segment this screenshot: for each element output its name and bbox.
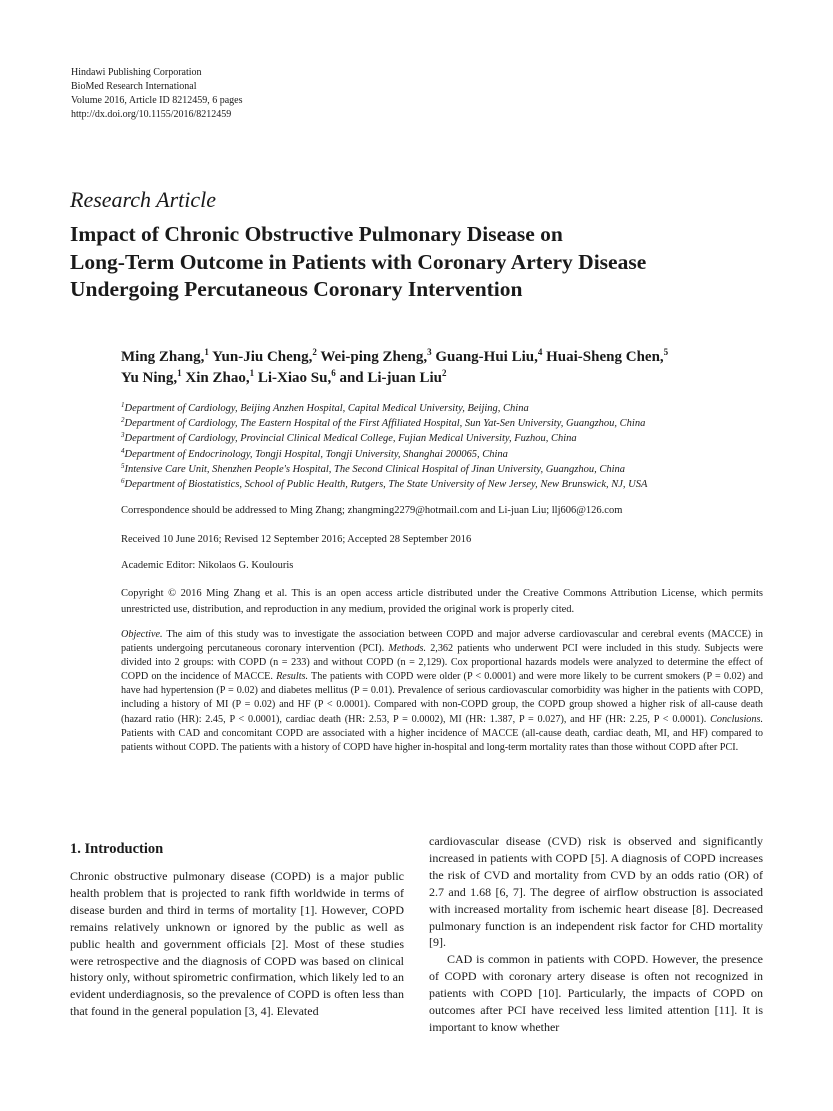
author-affil-sup: 2 <box>312 347 317 357</box>
affiliation-number: 3 <box>121 431 125 440</box>
copyright-notice: Copyright © 2016 Ming Zhang et al. This is an open access article distributed under the Creative Commons Attribution License, which permits unrestricted use, distribution, and reproduction in any medium, provided the original work is properly cited. <box>121 588 763 615</box>
affiliation-number: 2 <box>121 416 125 425</box>
affiliation-text: Department of Cardiology, The Eastern Hospital of the First Affiliated Hospital, Sun Yat-Sen University, Guangzhou, China <box>124 418 646 430</box>
abstract-results-label: Results. <box>276 671 309 683</box>
title-line-2: Long-Term Outcome in Patients with Coronary Artery Disease <box>70 249 647 274</box>
affiliation-text: Intensive Care Unit, Shenzhen People's Hospital, The Second Clinical Hospital of Jinan University, Guangzhou, China <box>124 463 626 475</box>
abstract-conclusions-label: Conclusions. <box>710 713 763 725</box>
affiliation-number: 6 <box>121 477 125 486</box>
intro-paragraph-3: CAD is common in patients with COPD. However, the presence of COPD with coronary artery disease is often not recognized in patients with COPD [10]. Particularly, the impacts of COPD on outcomes after PCI have received less limited attention [11]. It is important to know whether <box>429 952 763 1034</box>
abstract-objective: The aim of this study was to investigate the association between COPD and major adverse cardiovascular and cerebral events (MACCE) in patients undergoing percutaneous coronary intervention (PCI). <box>121 629 763 655</box>
author-name: Yun-Jiu Cheng, <box>212 349 313 365</box>
volume-line: Volume 2016, Article ID 8212459, 6 pages <box>71 95 243 106</box>
author-name: Li-Xiao Su, <box>257 370 332 386</box>
author-affil-sup: 1 <box>204 347 209 357</box>
section-heading-introduction: 1. Introduction <box>70 841 164 857</box>
abstract <box>121 628 763 755</box>
author-affil-sup: 5 <box>663 347 669 357</box>
author-name: Yu Ning, <box>121 370 178 386</box>
abstract-objective-label: Objective. <box>121 629 163 640</box>
title-line-3: Undergoing Percutaneous Coronary Intervention <box>70 277 523 301</box>
dates-line: Received 10 June 2016; Revised 12 September 2016; Accepted 28 September 2016 <box>121 534 472 545</box>
left-column <box>70 840 404 1020</box>
affiliation-item <box>121 401 647 416</box>
author-affil-sup: 4 <box>537 347 543 357</box>
abstract-results: The patients with COPD were older (P < 0.0001) and were more likely to be current smokers (P = 0.02) and have had hypertension (P = 0.02) and diabetes mellitus (P = 0.01). Prevalence of serious cardiovascular comorbidity was higher in the patients with COPD, including a history of MI (P = 0.02) and HF (P < 0.0001). Compared with non-COPD group, the COPD group showed a higher risk of all-cause death (hazard ratio (HR): 2.45, P < 0.0001), cardiac death (HR: 2.53, P = 0.0002), MI (HR: 1.387, P = 0.027), and HF (HR: 2.25, P < 0.0001). <box>121 671 763 725</box>
affiliation-item <box>121 447 647 462</box>
title-line-1: Impact of Chronic Obstructive Pulmonary Disease on <box>70 222 563 246</box>
affiliation-item <box>121 462 647 477</box>
intro-paragraph-2: cardiovascular disease (CVD) risk is observed and significantly increased in patients with COPD [5]. A diagnosis of COPD increases the risk of CVD and mortality from CVD by an odds ratio (OR) of 2.7 and 1.68 [6, 7]. The degree of airflow obstruction is associated with increased mortality from ischemic heart disease [8]. Decreased pulmonary function is an independent risk factor for CHD mortality [9]. <box>429 834 763 950</box>
intro-paragraph-1: Chronic obstructive pulmonary disease (COPD) is a major public health problem that is projected to rank fifth worldwide in terms of disease burden and third in terms of mortality [1]. However, COPD remains relatively unknown or ignored by the public as well as public health and government officials [2]. Most of these studies were retrospective and the diagnosis of COPD was based on clinical history only, without spirometric confirmation, which likely led to an evident underdiagnosis, so the prevalence of COPD is often less than that found in the general population [3, 4]. Elevated <box>70 869 404 1019</box>
author-name: and Li-juan Liu <box>339 370 442 386</box>
affiliation-text: Department of Biostatistics, School of Public Health, Rutgers, The State University of New Jersey, New Brunswick, NJ, USA <box>124 479 648 491</box>
affiliation-list <box>121 401 647 492</box>
affiliation-number: 4 <box>121 446 125 455</box>
doi-link[interactable]: http://dx.doi.org/10.1155/2016/8212459 <box>71 109 232 120</box>
academic-editor-line: Academic Editor: Nikolaos G. Koulouris <box>121 560 294 571</box>
right-column <box>429 833 763 1036</box>
abstract-methods-label: Methods. <box>388 643 427 655</box>
author-name: Xin Zhao, <box>185 370 250 386</box>
affiliation-number: 1 <box>121 401 125 409</box>
journal-line: BioMed Research International <box>71 81 197 92</box>
affiliation-text: Department of Cardiology, Provincial Clinical Medical College, Fujian Medical University, Fuzhou, China <box>124 433 577 445</box>
publisher-line: Hindawi Publishing Corporation <box>71 67 202 78</box>
correspondence-line: Correspondence should be addressed to Ming Zhang; zhangming2279@hotmail.com and Li-juan Liu; llj606@126.com <box>121 505 623 516</box>
author-affil-sup: 1 <box>177 368 182 378</box>
article-title <box>70 221 646 304</box>
author-name: Wei-ping Zheng, <box>320 349 428 365</box>
affiliation-text: Department of Cardiology, Beijing Anzhen Hospital, Capital Medical University, Beijing, China <box>124 403 529 414</box>
affiliation-item <box>121 416 647 431</box>
affiliation-number: 5 <box>121 461 125 470</box>
author-list <box>121 347 668 389</box>
author-affil-sup: 3 <box>427 347 432 357</box>
author-name: Ming Zhang, <box>121 349 205 365</box>
affiliation-item <box>121 477 647 492</box>
author-affil-sup: 1 <box>249 368 255 378</box>
author-affil-sup: 6 <box>331 368 336 378</box>
article-type: Research Article <box>70 187 217 212</box>
author-line-2 <box>121 368 668 389</box>
author-name: Huai-Sheng Chen, <box>546 349 664 365</box>
abstract-methods: 2,362 patients who underwent PCI were included in this study. Subjects were divided into 2 groups: with COPD (n = 233) and without COPD (n = 2,129). Cox proportional hazards models were analyzed to determine the effect of COPD on the incidence of MACCE. <box>121 643 764 683</box>
abstract-conclusions: Patients with CAD and concomitant COPD are associated with a higher incidence of MACCE (all-cause death, cardiac death, MI, and HF) compared to patients without COPD. The patients with a history of COPD have higher in-hospital and long-term mortality rates than those without COPD after PCI. <box>121 727 763 753</box>
author-affil-sup: 2 <box>442 368 447 378</box>
author-line-1 <box>121 347 668 368</box>
journal-header <box>71 66 242 122</box>
affiliation-item <box>121 431 647 446</box>
affiliation-text: Department of Endocrinology, Tongji Hospital, Tongji University, Shanghai 200065, China <box>124 448 508 460</box>
author-name: Guang-Hui Liu, <box>435 349 538 365</box>
